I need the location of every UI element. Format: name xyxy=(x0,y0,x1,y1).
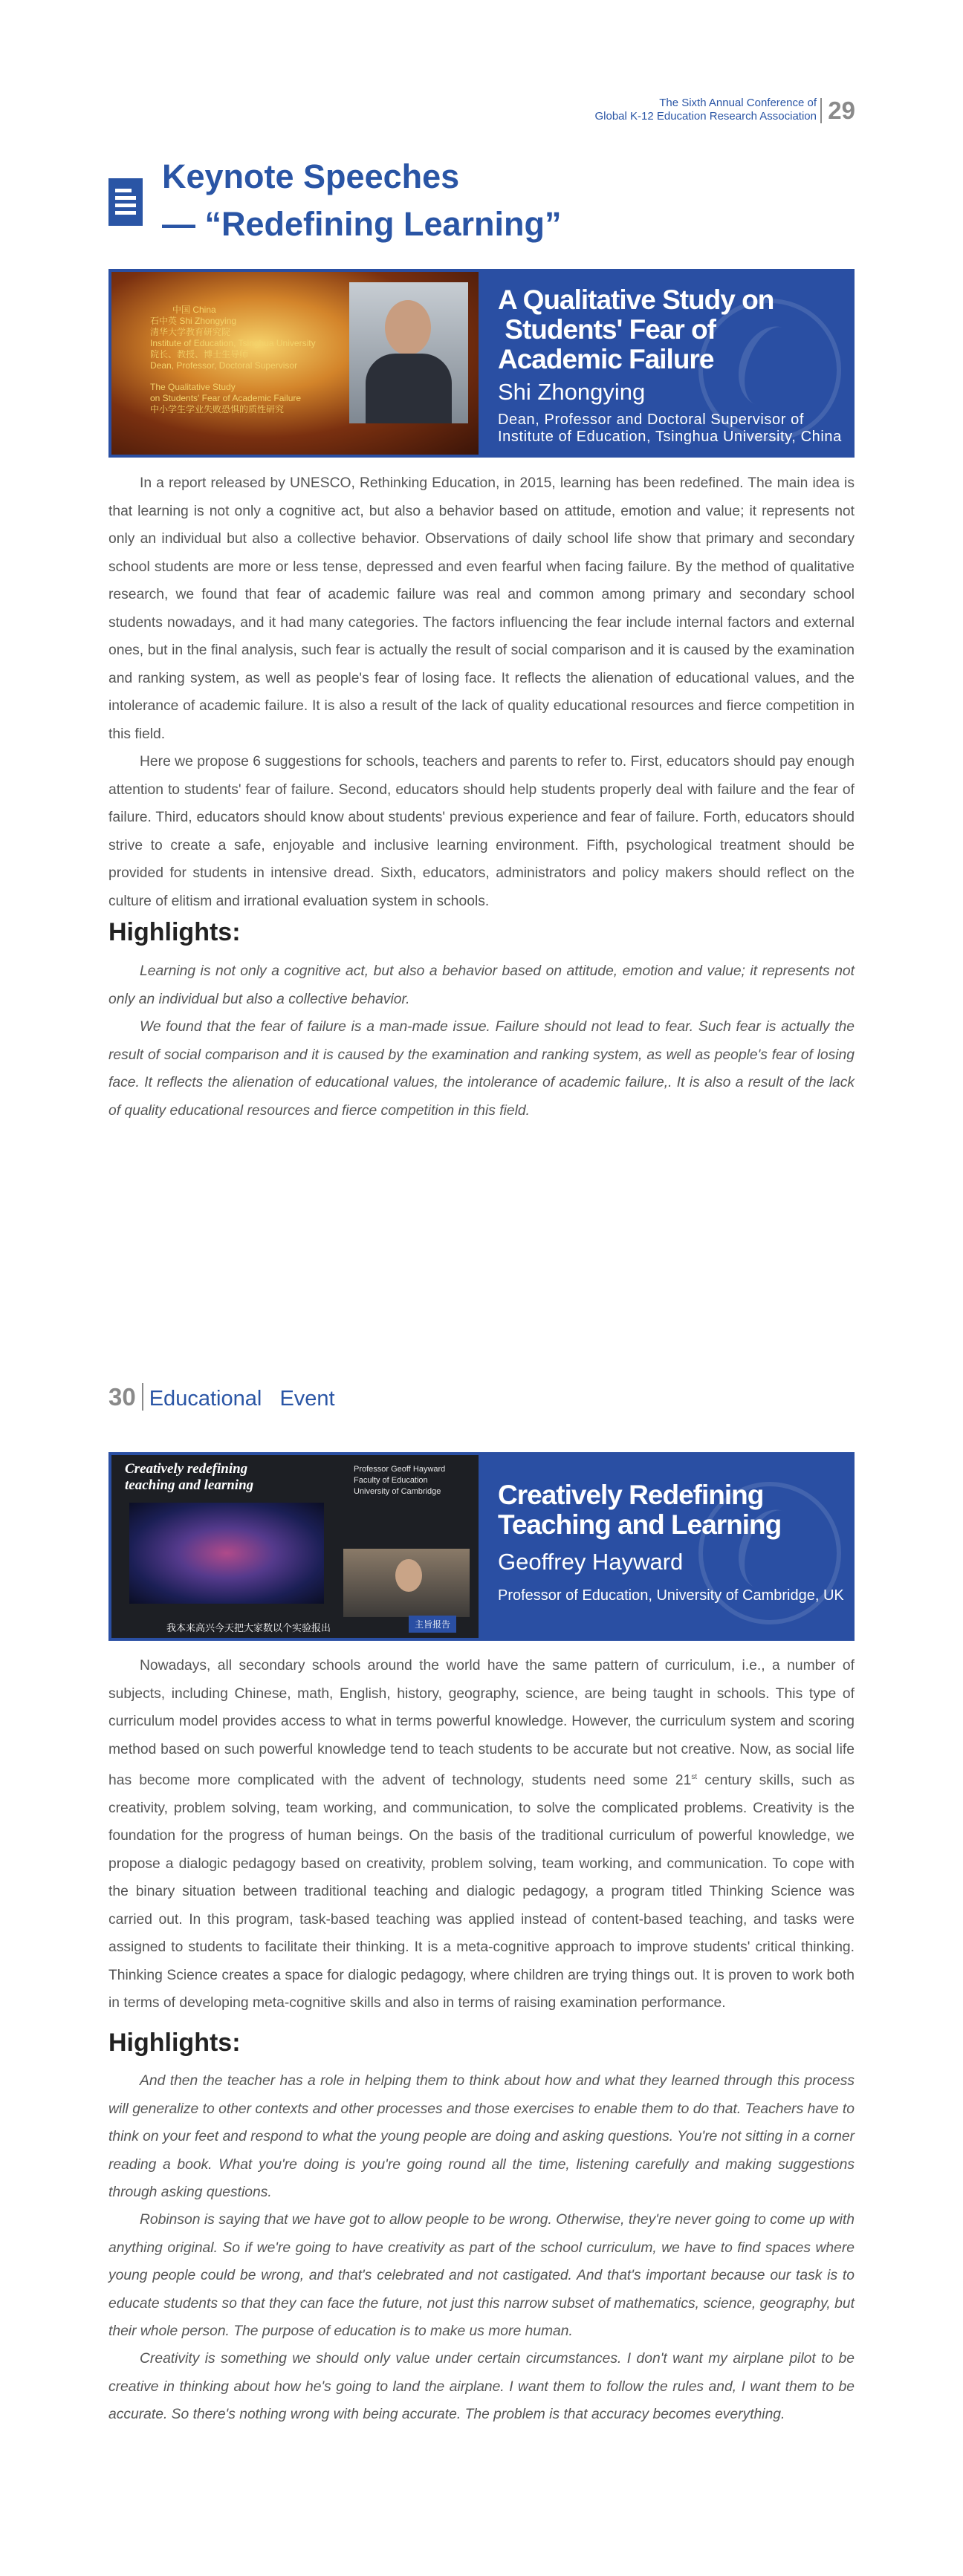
talk1-paragraph-1: In a report released by UNESCO, Rethinking Education, in 2015, learning has been redefined. The main idea is that learning is not only a cognitive act, but also a behavior based on attitude, emotion and value; it represents not only an individual but also a collective behavior. Observations of daily school life show that primary and secondary school students are more or less tense, depressed and even fearful when facing failure. By the method of qualitative research, we found that fear of academic failure was real and common among primary and secondary school students nowadays, and it had many categories. The factors influencing the fear include internal factors and external ones, but in the final analysis, such fear is actually the result of social comparison and it is caused by the examination and ranking system, as well as people's fear of losing face. It reflects the alienation of educational values, and the intolerance of academic failure. It is also a result of the lack of quality educational resources and fierce competition in this field. xyxy=(108,475,855,742)
galaxy-image xyxy=(129,1503,324,1604)
talk2-title xyxy=(498,1480,781,1540)
section-title-line-2: — “Redefining Learning” xyxy=(162,205,562,243)
talk2-keynote-badge: 主旨报告 xyxy=(409,1616,456,1633)
talk2-highlight-1: And then the teacher has a role in helping them to think about how and what they learned through this process will generalize to other contexts and other processes and those exercises to enable them to do that. Teachers have to think on your feet and respond to what the young people are doing and asking questions. You're not sitting in a corner reading a book. What you're doing is you're going round all the time, listening carefully and making suggestions through asking questions. xyxy=(108,2073,855,2200)
section-menu-icon xyxy=(108,178,143,226)
talk2-title-line-2: Teaching and Learning xyxy=(498,1509,782,1540)
portrait-placeholder xyxy=(349,282,468,423)
talk1-speaker-name: Shi Zhongying xyxy=(498,379,646,405)
talk2-slide-title: Creatively redefining teaching and learning xyxy=(125,1461,254,1493)
conference-line-2: Global K-12 Education Research Association xyxy=(594,110,817,123)
talk2-paragraph-1: Nowadays, all secondary schools around the world have the same pattern of curriculum, i.e., a number of subjects, including Chinese, math, English, history, geography, science, are being taught in schools. This type of curriculum model provides access to what in terms powerful knowledge. However, the curriculum system and scoring method based on such powerful knowledge tend to teach students to be accurate but not creative. Now, as social life has become more complicated with the advent of technology, students need some 21st century skills, such as creativity, problem solving, team working, and communication, to solve the complicated problems. Creativity is the foundation for the progress of human beings. On the basis of the traditional curriculum of powerful knowledge, we propose a dialogic pedagogy based on creativity, problem solving, team working, and communication. To cope with the binary situation between traditional teaching and dialogic pedagogy, a program titled Thinking Science was carried out. In this program, task-based teaching was applied instead of content-based teaching, and tasks were assigned to students to facilitate their thinking. It is a meta-cognitive approach to improve students' critical thinking. Thinking Science creates a space for dialogic pedagogy, where children are trying things out. It is proven to work both in terms of developing meta-cognitive skills and also in terms of raising examination performance. xyxy=(108,1658,855,2011)
talk2-speaker-webcam xyxy=(343,1549,470,1617)
talk2-subtitle: 我本来高兴今天把大家数以个实验报出 xyxy=(166,1622,331,1633)
talk1-highlight-2: We found that the fear of failure is a man-made issue. Failure should not lead to fear. Such fear is actually the result of social comparison and it is caused by the examination and ranking system, as well as people's fear of losing face. It reflects the alienation of educational values, the intolerance of academic failure,. It is also a result of the lack of quality educational resources and fierce competition in this field. xyxy=(108,1019,855,1119)
talk1-title xyxy=(498,285,774,374)
talk2-slide-presenter: Professor Geoff Hayward Faculty of Education University of Cambridge xyxy=(354,1465,446,1496)
talk2-speaker-role: Professor of Education, University of Cambridge, UK xyxy=(498,1587,844,1604)
talk1-banner xyxy=(108,269,855,458)
talk1-paragraph-2: Here we propose 6 suggestions for schools, teachers and parents to refer to. First, educators should pay enough attention to students' fear of failure. Second, educators should help students properly deal with failure and the fear of failure. Third, educators should know about students' previous experience and fear of failure. Forth, educators should strive to create a safe, enjoyable and inclusive learning environment. Fifth, psychological treatment should be provided for students in intensive dread. Sixth, educators, administrators and policy makers should reflect on the culture of elitism and irrational evaluation system in schools. xyxy=(108,754,855,909)
running-header xyxy=(594,97,855,123)
talk1-title-line-2: Students' Fear of xyxy=(498,314,716,345)
talk2-video-still xyxy=(111,1455,479,1638)
talk1-highlight-1: Learning is not only a cognitive act, but also a behavior based on attitude, emotion and value; it represents not only an individual but also a collective behavior. xyxy=(108,963,855,1007)
talk1-photo-caption: 中国 China 石中英 Shi Zhongying 清华大学教育研究院 Institute of Education, Tsinghua University 院长、教授、博士生导师 Dean, Professor, Doctoral Supervisor The Qualitative Study on Students' Fear of Academic Failure 中小学生学业失败恐惧的质性研究 xyxy=(150,305,316,414)
talk1-speaker-photo xyxy=(111,272,479,455)
page-number-30: 30 xyxy=(108,1383,143,1411)
conference-line-1: The Sixth Annual Conference of xyxy=(659,97,817,109)
page-30-header xyxy=(108,1383,335,1411)
talk1-title-line-1: A Qualitative Study on xyxy=(498,284,774,315)
page-number: 29 xyxy=(820,98,855,123)
talk2-highlight-2: Robinson is saying that we have got to allow people to be wrong. Otherwise, they're never going to come up with anything original. So if we're going to have creativity as part of the school curriculum, we have to find spaces where young people could be wrong, and that's celebrated and not castigated. And that's important because our task is to educate students so that they can face the future, not just this narrow subset of mathematics, science, geography, but their whole person. The purpose of education is to make us more human. xyxy=(108,2212,855,2339)
section-title xyxy=(162,153,562,248)
talk2-highlights-heading: Highlights: xyxy=(108,2029,241,2057)
talk2-title-line-1: Creatively Redefining xyxy=(498,1480,764,1510)
talk1-highlights-heading: Highlights: xyxy=(108,918,241,946)
talk1-speaker-role: Dean, Professor and Doctoral Supervisor of Institute of Education, Tsinghua University, China xyxy=(498,412,842,445)
talk2-banner xyxy=(108,1452,855,1641)
talk2-speaker-name: Geoffrey Hayward xyxy=(498,1549,684,1575)
talk2-highlight-3: Creativity is something we should only value under certain circumstances. I don't want my airplane pilot to be creative in thinking about how he's going to land the airplane. I want them to follow the rules and, I want them to be accurate. So there's nothing wrong with being accurate. The problem is that accuracy becomes everything. xyxy=(108,2351,855,2422)
section-label: Educational Event xyxy=(149,1387,335,1411)
talk1-title-line-3: Academic Failure xyxy=(498,344,714,374)
section-title-line-1: Keynote Speeches xyxy=(162,157,460,195)
